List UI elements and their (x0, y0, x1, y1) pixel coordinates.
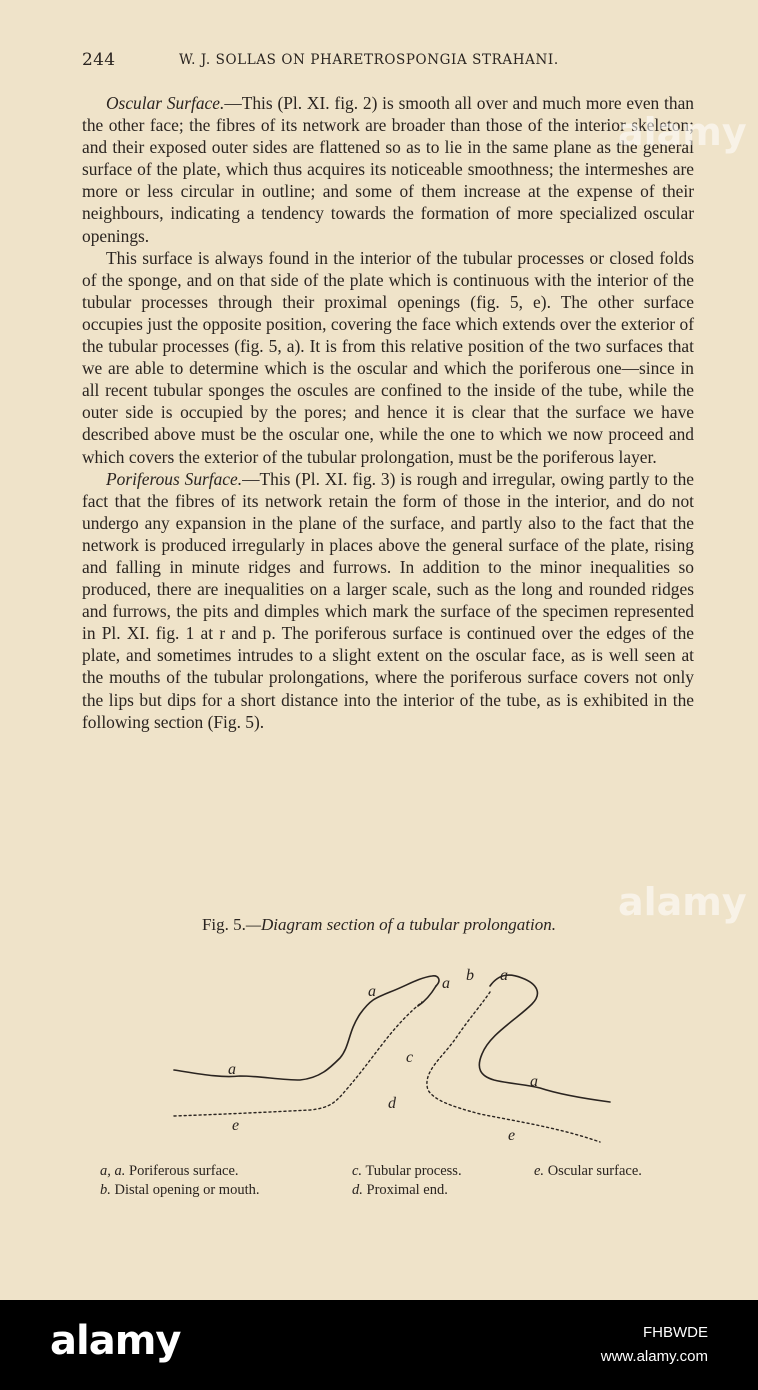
image-id: FHBWDE (643, 1324, 708, 1341)
legend-key: e. (534, 1163, 545, 1179)
label-b: b (466, 967, 474, 984)
label-a-mouth: a (442, 975, 450, 992)
legend-key: a, a. (100, 1163, 126, 1179)
oscular-line-right (427, 992, 600, 1142)
paragraph-heading: Oscular Surface. (106, 93, 225, 113)
paragraph-text: —This (Pl. XI. fig. 3) is rough and irregular, owing partly to the fact that the fibres of its network retain the form of those in the interior, and do not undergo any expansion in the plane of the surface, and partly also to the fact that the network is produced irregularly in places above the general surface of the plate, rising and falling in minute ridges and furrows. In addition to the minor inequalities so produced, there are inequalities on a larger scale, such as the long and rounded ridges and furrows, the pits and dimples which mark the surface of the specimen represented in Pl. XI. fig. 1 at r and p. The poriferous surface is continued over the edges of the plate, and sometimes intrudes to a slight extent on the oscular face, as is well seen at the mouths of the tubular prolongations, where the poriferous surface covers not only the lips but dips for a short distance into the interior of the tube, as is exhibited in the following section (Fig. 5). (82, 468, 694, 732)
poriferous-line-left (174, 976, 439, 1080)
legend-desc: Tubular process. (365, 1163, 462, 1179)
watermark: alamy (618, 880, 747, 924)
legend-key: b. (100, 1182, 111, 1198)
legend-item (100, 1162, 260, 1181)
label-c: c (406, 1049, 414, 1066)
label-a-right: a (530, 1073, 538, 1090)
paragraph-heading: Poriferous Surface. (106, 468, 243, 489)
paragraph-text: This surface is always found in the interior of the tubular processes or closed folds of the sponge, and on that side of the plate which is continuous with the interior of the tubular processes through their proximal openings (fig. 5, e). The other surface occupies just the opposite position, covering the face which extends over the exterior of the tubular processes (fig. 5, a). It is from this relative position of the two surfaces that we are able to determine which is the oscular and which the poriferous one—since in all recent tubular sponges the oscules are confined to the inside of the tube, while the outer side is occupied by the pores; and hence it is clear that the surface we have described above must be the oscular one, while the one to which we now proceed and which covers the exterior of the tubular prolongation, must be the poriferous layer. (82, 247, 694, 467)
legend-column-3 (534, 1162, 642, 1181)
label-e-left: e (232, 1117, 240, 1134)
legend-item (534, 1162, 642, 1181)
paragraph-oscular (82, 92, 694, 247)
label-a-top: a (368, 983, 376, 1000)
legend-desc: Poriferous surface. (129, 1163, 239, 1179)
page-number: 244 (82, 50, 116, 70)
site-url: www.alamy.com (600, 1348, 708, 1365)
figure-title: —Diagram section of a tubular prolongation. (245, 915, 557, 934)
legend-desc: Oscular surface. (547, 1163, 642, 1179)
legend-key: c. (352, 1163, 363, 1179)
label-a-right-top: a (500, 967, 508, 984)
legend-item (352, 1162, 462, 1181)
oscular-line-left (174, 1002, 422, 1116)
poriferous-line-right (479, 975, 610, 1102)
paragraph-text: —This (Pl. XI. fig. 2) is smooth all over and much more even than the other face; the fibres of its network are broader than those of the interior skeleton; and their exposed outer sides are flattened so as to lie in the same plane as the general surface of the plate, which thus acquires its noticeable smoothness; the intermeshes are more or less circular in outline; and some of them increase at the expense of their neighbours, indicating a tendency towards the formation of more specialized oscular openings. (82, 93, 694, 246)
label-e-right: e (508, 1127, 516, 1144)
lip-left (418, 986, 436, 1006)
legend-key: d. (352, 1182, 363, 1198)
watermark: alamy (618, 110, 747, 154)
legend-desc: Distal opening or mouth. (114, 1182, 260, 1198)
legend-column-2 (352, 1162, 462, 1200)
legend-desc: Proximal end. (366, 1182, 448, 1198)
section-diagram (160, 962, 620, 1152)
article-body (82, 92, 694, 733)
paragraph-position (82, 247, 694, 468)
paragraph-poriferous (82, 468, 694, 733)
running-title: W. J. SOLLAS ON PHARETROSPONGIA STRAHANI. (179, 52, 559, 68)
brand-logo: alamy (50, 1318, 181, 1364)
stock-footer (0, 1300, 758, 1390)
legend-column-1 (100, 1162, 260, 1200)
label-d: d (388, 1095, 396, 1112)
label-a-left: a (228, 1061, 236, 1078)
legend-item (352, 1181, 462, 1200)
figure-number: Fig. 5. (201, 915, 246, 934)
legend-item (100, 1181, 260, 1200)
